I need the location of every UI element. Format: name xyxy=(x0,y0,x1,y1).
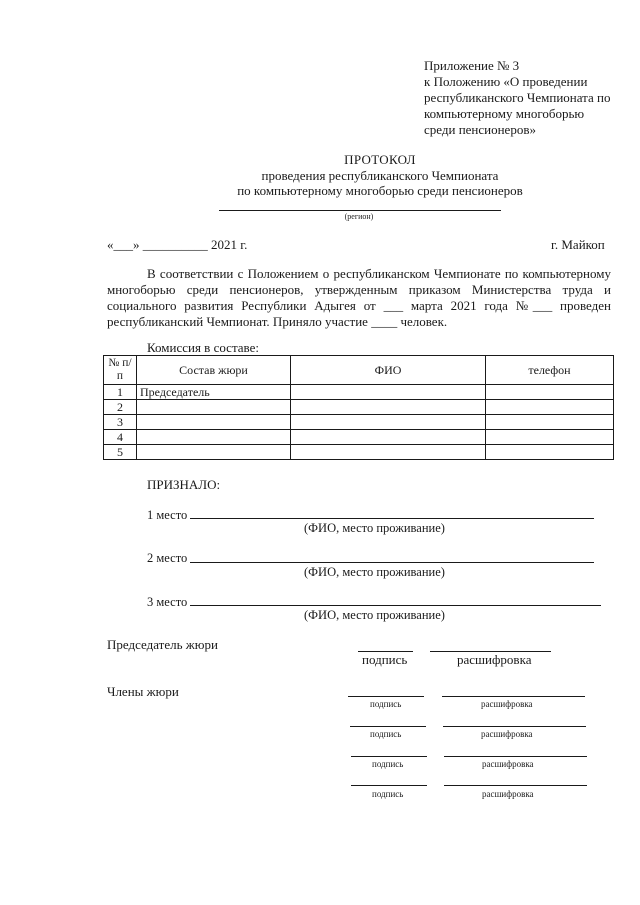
place-label: 3 место xyxy=(147,595,188,609)
table-row xyxy=(104,430,614,445)
chairman-label: Председатель жюри xyxy=(107,637,218,652)
place-underline xyxy=(190,562,594,563)
member-signature-line xyxy=(348,696,424,697)
place-caption: (ФИО, место проживание) xyxy=(304,565,445,579)
row-fio xyxy=(291,400,486,415)
row-fio xyxy=(291,430,486,445)
member-signature-caption: подпись xyxy=(370,699,402,709)
row-phone xyxy=(486,385,614,400)
header-number: № п/п xyxy=(104,356,137,385)
city-name: г. Майкоп xyxy=(551,237,605,252)
row-role: Председатель xyxy=(137,385,291,400)
commission-table xyxy=(103,355,614,460)
table-row xyxy=(104,385,614,400)
member-signature-line xyxy=(351,785,427,786)
appendix-line: Приложение № 3 xyxy=(424,58,520,73)
recognized-label: ПРИЗНАЛО: xyxy=(147,477,221,492)
region-underline xyxy=(219,210,501,211)
header-fio: ФИО xyxy=(291,356,486,385)
commission-label: Комиссия в составе: xyxy=(147,340,259,355)
chairman-transcript-caption: расшифровка xyxy=(457,652,532,667)
place-caption: (ФИО, место проживание) xyxy=(304,608,445,622)
row-fio xyxy=(291,445,486,460)
row-number: 5 xyxy=(104,445,137,460)
row-phone xyxy=(486,400,614,415)
member-transcript-line xyxy=(444,785,587,786)
body-paragraph xyxy=(107,266,611,330)
member-signature-line xyxy=(351,756,427,757)
member-transcript-caption: расшифровка xyxy=(482,759,534,769)
member-transcript-caption: расшифровка xyxy=(481,699,533,709)
appendix-line: республиканского Чемпионата по xyxy=(424,90,611,105)
place-underline xyxy=(190,518,594,519)
member-signature-caption: подпись xyxy=(372,789,404,799)
place-label: 1 место xyxy=(147,508,188,522)
header-phone: телефон xyxy=(486,356,614,385)
appendix-line: к Положению «О проведении xyxy=(424,74,588,89)
row-role xyxy=(137,400,291,415)
row-phone xyxy=(486,430,614,445)
date-field: «___» __________ 2021 г. xyxy=(107,237,248,252)
table-row xyxy=(104,445,614,460)
row-role xyxy=(137,415,291,430)
place-caption: (ФИО, место проживание) xyxy=(304,521,445,535)
row-phone xyxy=(486,445,614,460)
row-role xyxy=(137,430,291,445)
place-label: 2 место xyxy=(147,551,188,565)
appendix-block xyxy=(424,58,624,138)
member-transcript-line xyxy=(443,726,586,727)
protocol-title: ПРОТОКОЛ xyxy=(344,152,416,167)
member-signature-caption: подпись xyxy=(370,729,402,739)
appendix-line: компьютерному многоборью xyxy=(424,106,585,121)
members-label: Члены жюри xyxy=(107,684,179,699)
row-number: 4 xyxy=(104,430,137,445)
member-signature-caption: подпись xyxy=(372,759,404,769)
member-transcript-line xyxy=(442,696,585,697)
table-row xyxy=(104,400,614,415)
table-header-row xyxy=(104,356,614,385)
row-number: 3 xyxy=(104,415,137,430)
member-transcript-line xyxy=(444,756,587,757)
row-role xyxy=(137,445,291,460)
body-line: многоборью среди пенсионеров, утвержденным приказом Министерства труда и xyxy=(107,282,611,297)
row-fio xyxy=(291,385,486,400)
protocol-subtitle-2: по компьютерному многоборью среди пенсионеров xyxy=(237,183,523,198)
appendix-line: среди пенсионеров» xyxy=(424,122,536,137)
row-number: 1 xyxy=(104,385,137,400)
row-number: 2 xyxy=(104,400,137,415)
header-role: Состав жюри xyxy=(137,356,291,385)
body-line: республиканский Чемпионат. Приняло участие ____ человек. xyxy=(107,314,448,329)
place-underline xyxy=(190,605,601,606)
body-line: В соответствии с Положением о республиканском Чемпионате по компьютерному xyxy=(147,266,611,281)
body-line: социального развития Республики Адыгея от ___ марта 2021 года №___ проведен xyxy=(107,298,611,313)
protocol-subtitle-1: проведения республиканского Чемпионата xyxy=(261,168,499,183)
row-fio xyxy=(291,415,486,430)
table-row xyxy=(104,415,614,430)
row-phone xyxy=(486,415,614,430)
member-signature-line xyxy=(350,726,426,727)
region-caption: (регион) xyxy=(344,212,374,221)
member-transcript-caption: расшифровка xyxy=(482,789,534,799)
member-transcript-caption: расшифровка xyxy=(481,729,533,739)
chairman-signature-caption: подпись xyxy=(362,652,408,667)
